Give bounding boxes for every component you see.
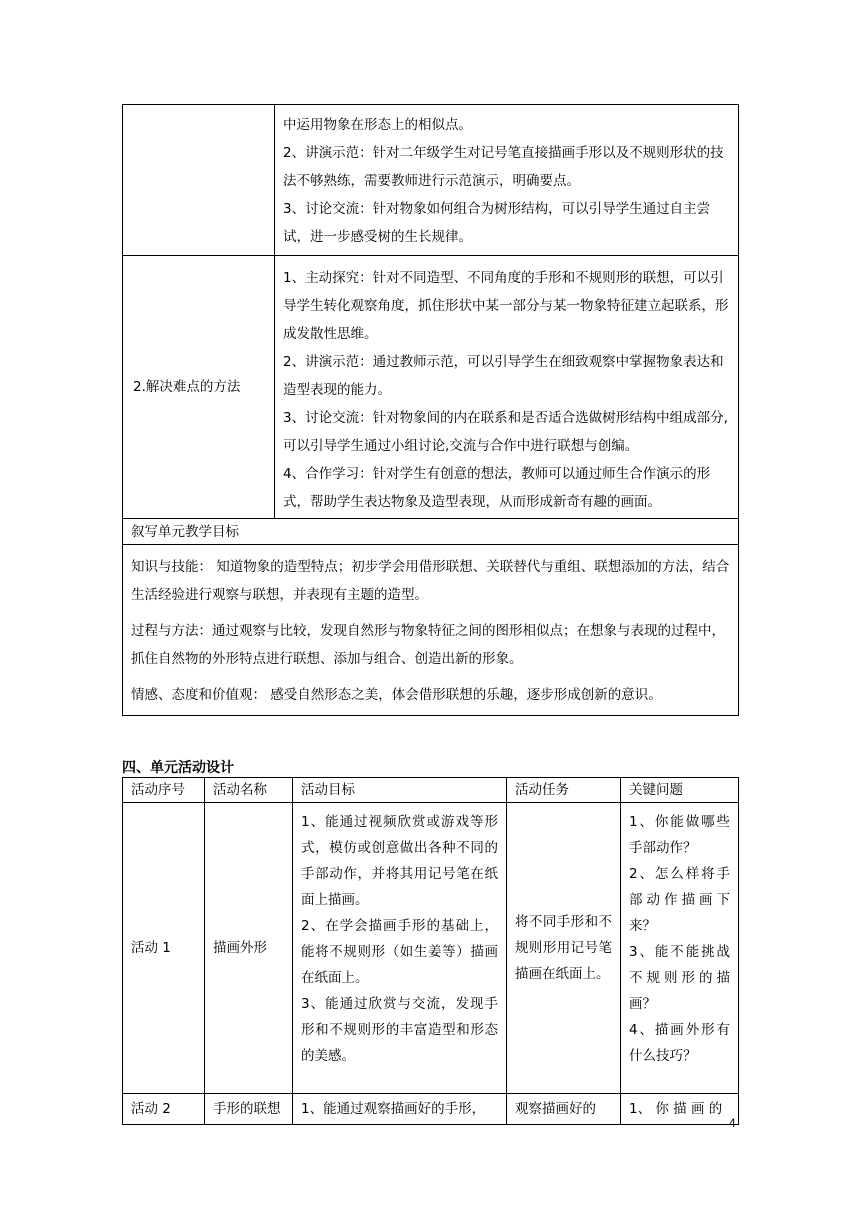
difficulty-methods-row <box>123 256 739 519</box>
goals-header: 叙写单元教学目标 <box>123 519 739 545</box>
teaching-methods-table <box>122 104 739 716</box>
activity-row <box>123 803 739 1094</box>
header-cell: 活动任务 <box>507 778 621 803</box>
methods-content-cell <box>275 105 739 256</box>
activity-name: 描画外形 <box>205 803 293 1094</box>
goals-row <box>123 545 739 716</box>
method-paragraph: 3、讨论交流：针对物象如何组合为树形结构，可以引导学生通过自主尝试，进一步感受树的生长规律。 <box>283 201 711 245</box>
activity-goals: 1、能通过观察描画好的手形， <box>293 1094 507 1125</box>
header-cell: 活动名称 <box>205 778 293 803</box>
activity-table-header <box>123 778 739 803</box>
activity-number: 活动 2 <box>123 1094 205 1125</box>
method-paragraph: 中运用物象在形态上的相似点。 <box>283 117 472 133</box>
activity-questions <box>621 803 739 1094</box>
section-title: 四、单元活动设计 <box>122 760 234 776</box>
activity-goals <box>293 803 507 1094</box>
goal-attitude: 情感、态度和价值观： 感受自然形态之美，体会借形联想的乐趣，逐步形成创新的意识。 <box>131 687 662 703</box>
activity-questions: 1、 你 描 画 的 <box>621 1094 739 1125</box>
key-question: 2、怎么样将手部动作描画下来？ <box>629 866 730 934</box>
difficulty-methods-label: 2.解决难点的方法 <box>123 256 275 519</box>
header-cell: 活动目标 <box>293 778 507 803</box>
header-cell: 关键问题 <box>621 778 739 803</box>
difficulty-methods-content <box>275 256 739 519</box>
activity-name: 手形的联想 <box>205 1094 293 1125</box>
key-question: 4、描画外形有什么技巧？ <box>629 1022 730 1064</box>
methods-row-continued <box>123 105 739 256</box>
activity-task: 观察描画好的 <box>507 1094 621 1125</box>
key-question: 3、能不能挑战不规则形的描画？ <box>629 944 730 1012</box>
activity-goal-item: 3、能通过欣赏与交流，发现手形和不规则形的丰富造型和形态的美感。 <box>301 996 498 1064</box>
goals-header-row <box>123 519 739 545</box>
goal-process: 过程与方法：通过观察与比较，发现自然形与物象特征之间的图形相似点；在想象与表现的过程中，抓住自然物的外形特点进行联想、添加与组合、创造出新的形象。 <box>131 623 725 667</box>
activity-goal-item: 1、能通过视频欣赏或游戏等形式，模仿或创意做出各种不同的手部动作，并将其用记号笔在纸面上描画。 <box>301 814 498 908</box>
activity-task: 将不同手形和不规则形用记号笔描画在纸面上。 <box>507 803 621 1094</box>
method-paragraph: 1、主动探究：针对不同造型、不同角度的手形和不规则形的联想，可以引导学生转化观察角度，抓住形状中某一部分与某一物象特征建立起联系，形成发散性思维。 <box>283 270 729 342</box>
method-paragraph: 2、讲演示范：针对二年级学生对记号笔直接描画手形以及不规则形状的技法不够熟练，需要教师进行示范演示，明确要点。 <box>283 145 724 189</box>
activity-number: 活动 1 <box>123 803 205 1094</box>
goal-knowledge: 知识与技能： 知道物象的造型特点；初步学会用借形联想、关联替代与重组、联想添加的方法，结合生活经验进行观察与联想，并表现有主题的造型。 <box>131 559 730 603</box>
activity-row <box>123 1094 739 1125</box>
page-number: 4 <box>729 1116 736 1130</box>
activity-goal-item: 2、在学会描画手形的基础上，能将不规则形（如生姜等）描画在纸面上。 <box>301 918 498 986</box>
method-paragraph: 3、讨论交流：针对物象间的内在联系和是否适合选做树形结构中组成部分,可以引导学生通过小组讨论,交流与合作中进行联想与创编。 <box>283 410 728 454</box>
header-cell: 活动序号 <box>123 778 205 803</box>
activity-design-table <box>122 777 739 1125</box>
key-question: 1、你能做哪些手部动作？ <box>629 814 730 856</box>
empty-label-cell <box>123 105 275 256</box>
goals-content <box>123 545 739 716</box>
method-paragraph: 2、讲演示范：通过教师示范，可以引导学生在细致观察中掌握物象表达和造型表现的能力。 <box>283 354 724 398</box>
method-paragraph: 4、合作学习：针对学生有创意的想法，教师可以通过师生合作演示的形式，帮助学生表达物象及造型表现，从而形成新奇有趣的画面。 <box>283 466 711 510</box>
